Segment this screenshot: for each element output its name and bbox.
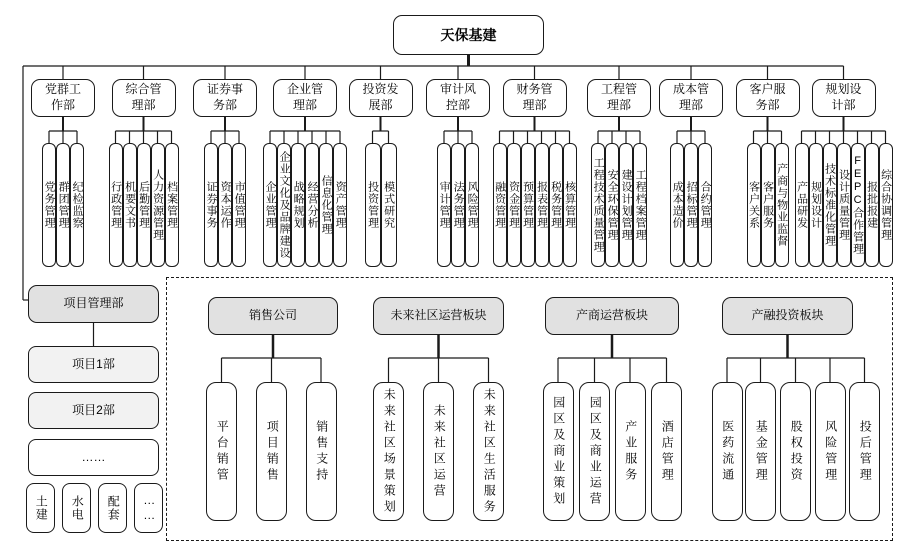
dept-function-node: 群团管理 — [56, 143, 70, 267]
dept-function-node: 资产管理 — [333, 143, 347, 267]
dept-function-node: 建设计划管理 — [619, 143, 633, 267]
group-function-node: 酒店管理 — [651, 382, 682, 521]
dept-function-node: 税务管理 — [549, 143, 563, 267]
dept-function-node: 证券事务 — [204, 143, 218, 267]
group-function-node: 未来社区生活服务 — [473, 382, 504, 521]
group-function-node: 园区及商业策划 — [543, 382, 574, 521]
dept-function-node: 风险管理 — [465, 143, 479, 267]
group-function-node: 股权投资 — [780, 382, 811, 521]
root-node: 天保基建 — [393, 15, 544, 55]
group-node: 产融投资板块 — [722, 297, 853, 335]
dept-node: 投资发展部 — [349, 79, 413, 117]
dept-function-node: 客户关系 — [747, 143, 761, 267]
dept-function-node: 市值管理 — [232, 143, 246, 267]
dept-function-node: 报表管理 — [535, 143, 549, 267]
dept-function-node: 产商与物业监督 — [775, 143, 789, 267]
dept-function-node: 人力资源管理 — [151, 143, 165, 267]
group-function-node: 未来社区场景策划 — [373, 382, 404, 521]
dept-function-node: 工程技术质量管理 — [591, 143, 605, 267]
dept-function-node: 报批报建 — [865, 143, 879, 267]
dept-function-node: 审计管理 — [437, 143, 451, 267]
dept-function-node: 综合协调管理 — [879, 143, 893, 267]
dept-function-node: 党务管理 — [42, 143, 56, 267]
project-item-node: 项目1部 — [28, 346, 159, 383]
dept-function-node: 产品研发 — [795, 143, 809, 267]
dept-node: 财务管理部 — [503, 79, 567, 117]
dept-function-node: 企业管理 — [263, 143, 277, 267]
group-node: 销售公司 — [208, 297, 338, 335]
project-sub-node: 土建 — [26, 483, 55, 533]
group-function-node: 销售支持 — [306, 382, 337, 521]
dept-function-node: 安全环保管理 — [605, 143, 619, 267]
dept-function-node: 模式研究 — [381, 143, 397, 267]
dept-function-node: 经营分析 — [305, 143, 319, 267]
project-sub-node: 配套 — [98, 483, 127, 533]
group-function-node: 风险管理 — [815, 382, 846, 521]
dept-node: 工程管理部 — [587, 79, 651, 117]
dept-function-node: 设计质量管理 — [837, 143, 851, 267]
project-sub-node: 水电 — [62, 483, 91, 533]
dept-function-node: 核算管理 — [563, 143, 577, 267]
dept-node: 证券事务部 — [193, 79, 257, 117]
dept-node: 党群工作部 — [31, 79, 95, 117]
dept-node: 客户服务部 — [736, 79, 800, 117]
dept-function-node: FEPC合作管理 — [851, 143, 865, 267]
project-item-node: 项目2部 — [28, 392, 159, 429]
dept-function-node: 企业文化及品牌建设 — [277, 143, 291, 267]
dept-function-node: 合约管理 — [698, 143, 712, 267]
dept-function-node: 战略规划 — [291, 143, 305, 267]
dept-function-node: 预算管理 — [521, 143, 535, 267]
project-sub-node: …… — [134, 483, 163, 533]
dept-function-node: 规划设计 — [809, 143, 823, 267]
project-dept-node: 项目管理部 — [28, 285, 159, 323]
dept-function-node: 信息化管理 — [319, 143, 333, 267]
dept-function-node: 机要文书 — [123, 143, 137, 267]
group-function-node: 未来社区运营 — [423, 382, 454, 521]
dept-function-node: 技术标准化管理 — [823, 143, 837, 267]
dept-function-node: 后勤管理 — [137, 143, 151, 267]
dept-function-node: 招标管理 — [684, 143, 698, 267]
dept-node: 综合管理部 — [112, 79, 176, 117]
group-function-node: 产业服务 — [615, 382, 646, 521]
dept-node: 规划设计部 — [812, 79, 876, 117]
dept-function-node: 资金管理 — [507, 143, 521, 267]
dept-function-node: 资本运作 — [218, 143, 232, 267]
project-item-node: …… — [28, 439, 159, 476]
dept-function-node: 档案管理 — [165, 143, 179, 267]
dept-function-node: 工程档案管理 — [633, 143, 647, 267]
group-function-node: 平台销管 — [206, 382, 237, 521]
dept-node: 企业管理部 — [273, 79, 337, 117]
group-function-node: 园区及商业运营 — [579, 382, 610, 521]
group-function-node: 医药流通 — [712, 382, 743, 521]
dept-node: 审计风控部 — [426, 79, 490, 117]
dept-function-node: 行政管理 — [109, 143, 123, 267]
dept-function-node: 投资管理 — [365, 143, 381, 267]
group-function-node: 基金管理 — [745, 382, 776, 521]
dept-function-node: 法务管理 — [451, 143, 465, 267]
dept-node: 成本管理部 — [659, 79, 723, 117]
dept-function-node: 融资管理 — [493, 143, 507, 267]
dept-function-node: 成本造价 — [670, 143, 684, 267]
dept-function-node: 纪检监察 — [70, 143, 84, 267]
group-function-node: 投后管理 — [849, 382, 880, 521]
group-function-node: 项目销售 — [256, 382, 287, 521]
dept-function-node: 客户服务 — [761, 143, 775, 267]
group-node: 未来社区运营板块 — [373, 297, 504, 335]
group-node: 产商运营板块 — [545, 297, 679, 335]
